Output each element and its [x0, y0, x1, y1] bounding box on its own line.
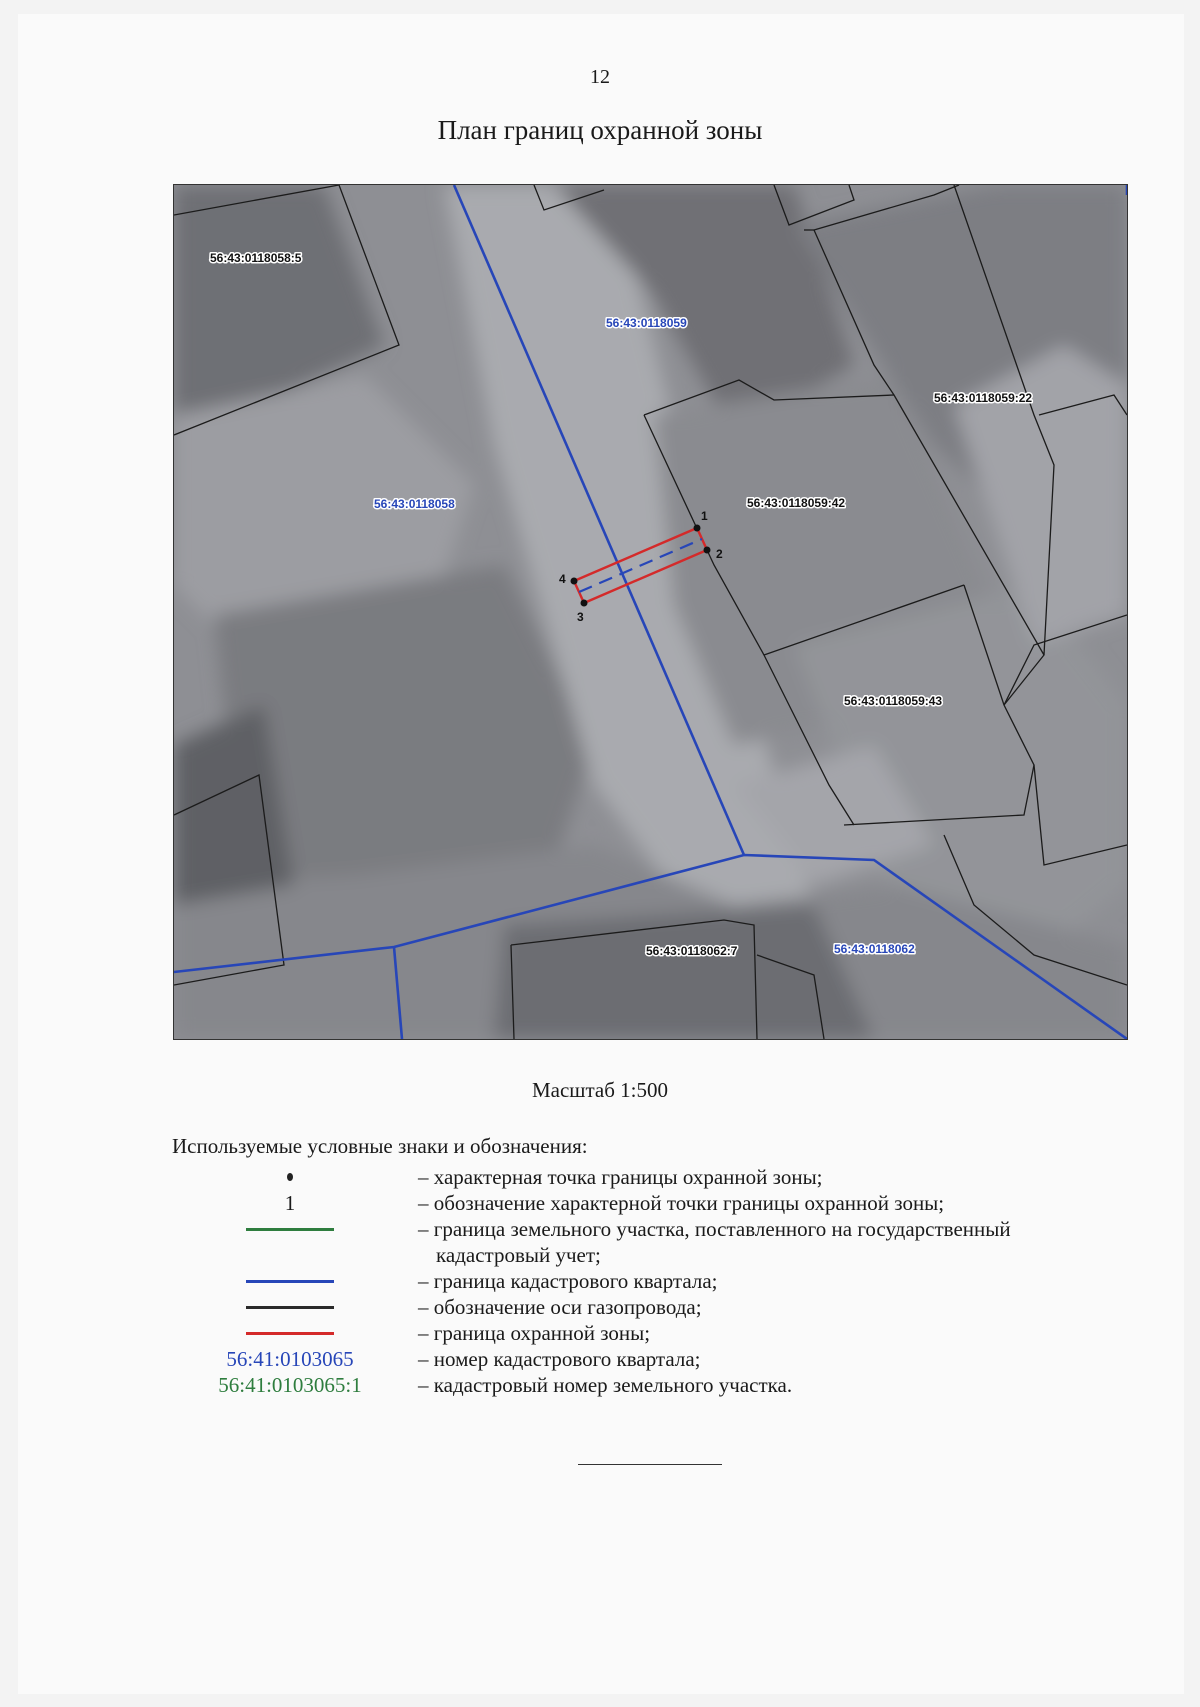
label-quarter-062: 56:43:0118062: [834, 942, 915, 956]
legend-symbol: [190, 1190, 390, 1216]
legend-line-swatch: [246, 1280, 334, 1283]
legend-item: [0, 1294, 1200, 1320]
legend-symbol: [190, 1164, 390, 1190]
label-quarter-059: 56:43:0118059: [606, 316, 687, 330]
legend-line-swatch: [246, 1332, 334, 1335]
legend-symbol-text: 56:41:0103065: [226, 1346, 354, 1371]
label-plot-59-43: 56:43:0118059:43: [844, 694, 943, 708]
legend-symbol: [190, 1268, 390, 1294]
legend-item: [0, 1190, 1200, 1216]
legend-symbol: [190, 1320, 390, 1346]
map-svg: [174, 185, 1127, 1039]
zone-point-label-3: 3: [577, 610, 584, 624]
legend-item-continuation: [0, 1242, 1200, 1268]
page-title: План границ охранной зоны: [437, 115, 763, 145]
legend-item: [0, 1372, 1200, 1398]
zone-point-3: [581, 600, 588, 607]
map-scale: Масштаб 1:500: [531, 1078, 668, 1102]
label-plot-58-5: 56:43:0118058:5: [210, 251, 302, 265]
label-quarter-058: 56:43:0118058: [374, 497, 455, 511]
label-plot-62-7: 56:43:0118062:7: [646, 944, 738, 958]
legend-description: – граница земельного участка, поставленного на государственный: [418, 1217, 1011, 1241]
legend-symbol: [190, 1346, 390, 1372]
zone-point-label-2: 2: [716, 547, 723, 561]
page-number: 12: [590, 66, 610, 88]
divider-line: [578, 1464, 722, 1465]
legend-symbol: [190, 1216, 390, 1242]
legend-line-swatch: [246, 1228, 334, 1231]
legend-item: [0, 1216, 1200, 1242]
legend-symbol-text: 56:41:0103065:1: [218, 1372, 362, 1397]
zone-point-label-1: 1: [701, 509, 708, 523]
legend-description: – обозначение оси газопровода;: [418, 1295, 702, 1319]
legend-description-continuation: кадастровый учет;: [436, 1243, 601, 1267]
label-plot-59-22: 56:43:0118059:22: [934, 391, 1033, 405]
legend-title: Используемые условные знаки и обозначения:: [172, 1134, 588, 1158]
zone-point-label-4: 4: [559, 572, 566, 586]
legend-item: [0, 1346, 1200, 1372]
legend-item: [0, 1164, 1200, 1190]
zone-point-2: [704, 547, 711, 554]
legend-symbol-text: 1: [284, 1190, 296, 1215]
legend-description: – кадастровый номер земельного участка.: [418, 1373, 793, 1397]
legend-line-swatch: [246, 1306, 334, 1309]
legend-symbol: [190, 1372, 390, 1398]
legend-symbol: [190, 1294, 390, 1320]
legend-description: – обозначение характерной точки границы охранной зоны;: [418, 1191, 945, 1215]
label-plot-59-42: 56:43:0118059:42: [747, 496, 846, 510]
legend-item: [0, 1320, 1200, 1346]
point-marker-icon: [287, 1173, 293, 1181]
zone-point-4: [571, 578, 578, 585]
legend-description: – граница кадастрового квартала;: [418, 1269, 718, 1293]
legend-item: [0, 1268, 1200, 1294]
zone-point-1: [694, 525, 701, 532]
legend-description: – граница охранной зоны;: [418, 1321, 651, 1345]
legend-description: – характерная точка границы охранной зоны;: [418, 1165, 823, 1189]
map-figure: [173, 184, 1128, 1040]
legend-description: – номер кадастрового квартала;: [418, 1347, 701, 1371]
